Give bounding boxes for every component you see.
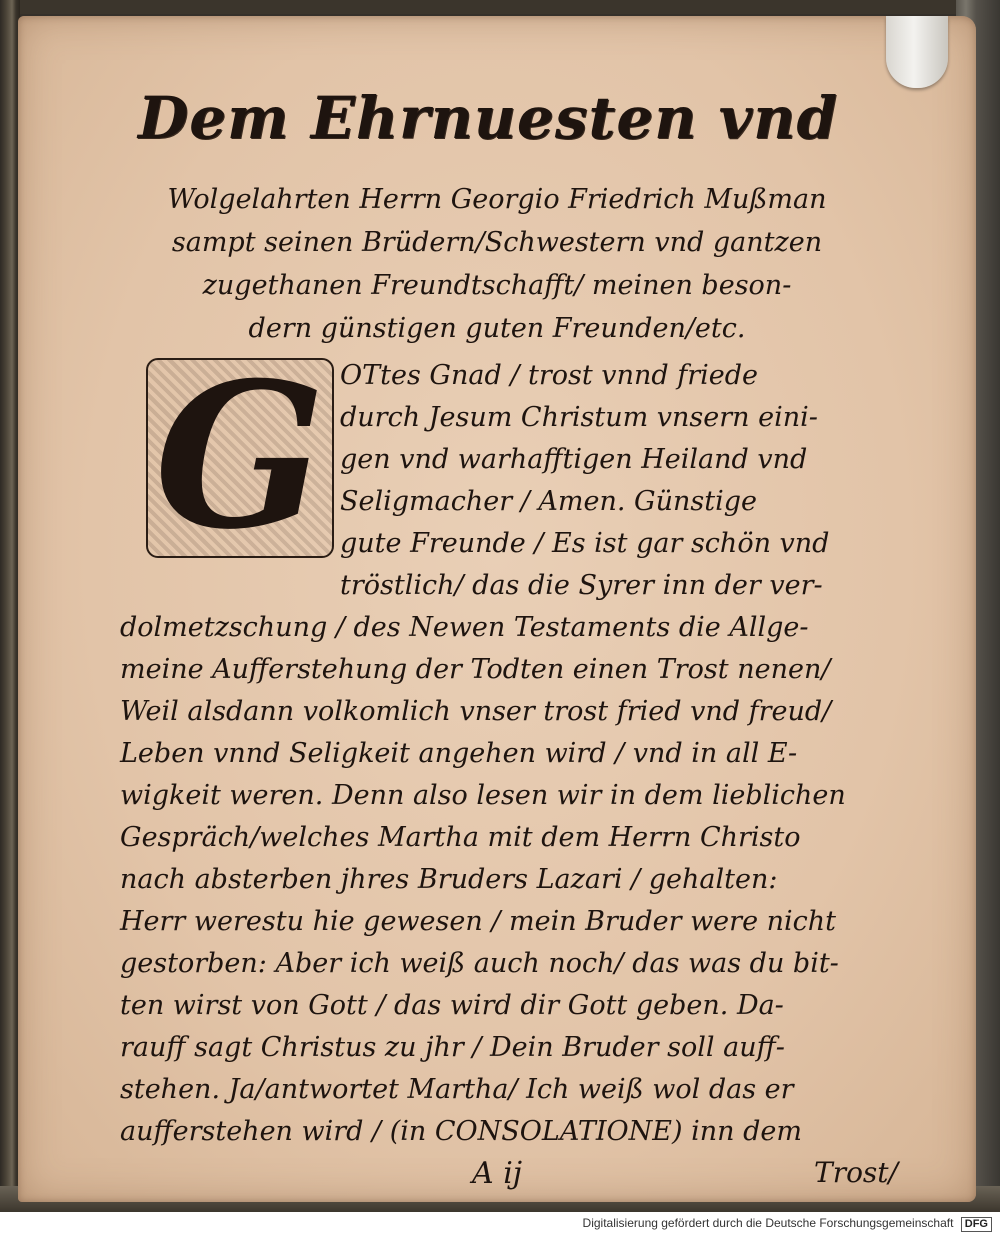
body-line: rauff sagt Christus zu jhr / Dein Bruder soll auff- [120, 1032, 785, 1063]
body-line: Gespräch/welches Martha mit dem Herrn Christo [120, 822, 801, 853]
subtitle-line: sampt seinen Brüdern/Schwestern vnd gantzen [171, 227, 823, 258]
catchword: Trost/ [814, 1156, 898, 1189]
body-line: gestorben: Aber ich weiß auch noch/ das was du bit- [120, 948, 839, 979]
body-line: Herr werestu hie gewesen / mein Bruder were nicht [120, 906, 837, 937]
page-text [18, 16, 976, 1202]
body-line: OTtes Gnad / trost vnnd friede [340, 360, 758, 391]
body-line: nach absterben jhres Bruders Lazari / gehalten: [120, 864, 778, 895]
dedication-title: Dem Ehrnuesten vnd [137, 84, 839, 152]
subtitle-line: Wolgelahrten Herrn Georgio Friedrich Mußman [167, 184, 827, 215]
body-line: meine Aufferstehung der Todten einen Trost nenen/ [120, 654, 831, 685]
body-line: ten wirst von Gott / das wird dir Gott geben. Da- [120, 990, 784, 1021]
body-line: gen vnd warhafftigen Heiland vnd [340, 444, 808, 475]
paper-page [18, 16, 976, 1202]
dfg-logo-icon: DFG [961, 1217, 992, 1232]
initial-letter: G [154, 339, 326, 574]
body-line: Leben vnnd Seligkeit angehen wird / vnd in all E- [120, 738, 798, 769]
body-line: Seligmacher / Amen. Günstige [340, 486, 757, 517]
body-line: Weil alsdann volkomlich vnser trost fried vnd freud/ [120, 696, 832, 727]
digitization-credit [583, 1216, 992, 1232]
body-line: tröstlich/ das die Syrer inn der ver- [340, 570, 823, 601]
signature-mark: A ij [472, 1156, 523, 1191]
body-line: durch Jesum Christum vnsern eini- [340, 402, 818, 433]
body-line: aufferstehen wird / (in CONSOLATIONE) inn dem [120, 1116, 802, 1147]
body-line: wigkeit weren. Denn also lesen wir in dem lieblichen [120, 780, 846, 811]
body-line: stehen. Ja/antwortet Martha/ Ich weiß wol das er [120, 1074, 794, 1105]
subtitle-line: dern günstigen guten Freunden/etc. [248, 313, 746, 344]
body-line: dolmetzschung / des Newen Testaments die Allge- [120, 612, 809, 643]
decorated-initial [146, 339, 334, 574]
subtitle-line: zugethanen Freundtschafft/ meinen beson- [202, 270, 792, 301]
body-line: gute Freunde / Es ist gar schön vnd [340, 528, 830, 559]
credit-text: Digitalisierung gefördert durch die Deutsche Forschungsgemeinschaft [582, 1216, 954, 1230]
